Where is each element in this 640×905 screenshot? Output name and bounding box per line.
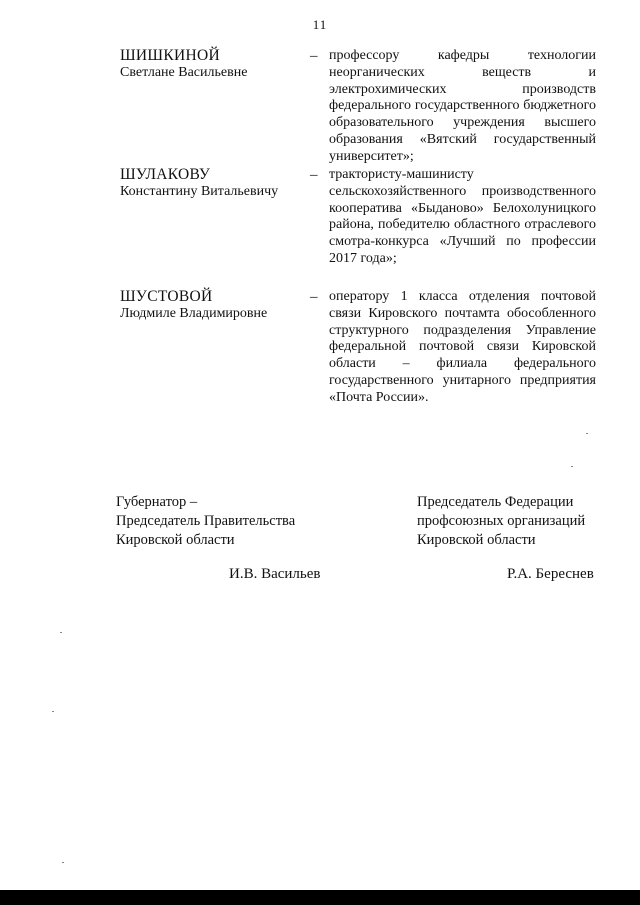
entry-given-name: Людмиле Владимировне bbox=[120, 306, 268, 321]
entry-dash: – bbox=[310, 167, 318, 183]
page-number: 11 bbox=[312, 17, 328, 32]
scan-speck bbox=[586, 433, 588, 434]
signatory-right-title bbox=[417, 493, 585, 550]
scan-speck bbox=[52, 711, 54, 712]
signatory-title-line: Председатель Федерации bbox=[417, 494, 574, 510]
signatory-title-line: Председатель Правительства bbox=[116, 513, 296, 529]
scan-speck bbox=[571, 466, 573, 467]
scan-bottom-edge bbox=[0, 890, 640, 905]
scan-speck bbox=[62, 862, 64, 863]
signatory-title-line: Губернатор – bbox=[116, 494, 198, 510]
signatory-title-line: Кировской области bbox=[417, 532, 536, 548]
entry-surname: ШУСТОВОЙ bbox=[120, 288, 213, 305]
entry-surname: ШУЛАКОВУ bbox=[120, 166, 211, 183]
entry-surname: ШИШКИНОЙ bbox=[120, 47, 220, 64]
signatory-title-line: профсоюзных организаций bbox=[417, 513, 586, 529]
scan-speck bbox=[60, 632, 62, 633]
entry-dash: – bbox=[310, 289, 318, 305]
entry-description: оператору 1 класса отделения почтовой связи Кировского почтамта обособленного структурного подразделения Управление федеральной почтовой связи Кировской области – филиала федерального государственного унитарного предприятия «Почта России». bbox=[329, 289, 596, 405]
entry-description: профессору кафедры технологии неорганических веществ и электрохимических производств федерального государственного бюджетного образовательного учреждения высшего образования «Вятский государственный университет»; bbox=[329, 48, 596, 164]
entry-given-name: Константину Витальевичу bbox=[120, 184, 279, 199]
signatory-left-name: И.В. Васильев bbox=[229, 566, 321, 582]
signatory-left-title bbox=[116, 493, 295, 550]
entry-dash: – bbox=[310, 48, 318, 64]
entry-given-name: Светлане Васильевне bbox=[120, 65, 248, 80]
signatory-right-name: Р.А. Береснев bbox=[507, 566, 594, 582]
entry-description: трактористу-машинисту сельскохозяйственного производственного кооператива «Быданово» Белохолуницкого района, победителю областного отраслевого смотра-конкурса «Лучший по профессии 2017 года»; bbox=[329, 167, 596, 266]
signatory-title-line: Кировской области bbox=[116, 532, 235, 548]
